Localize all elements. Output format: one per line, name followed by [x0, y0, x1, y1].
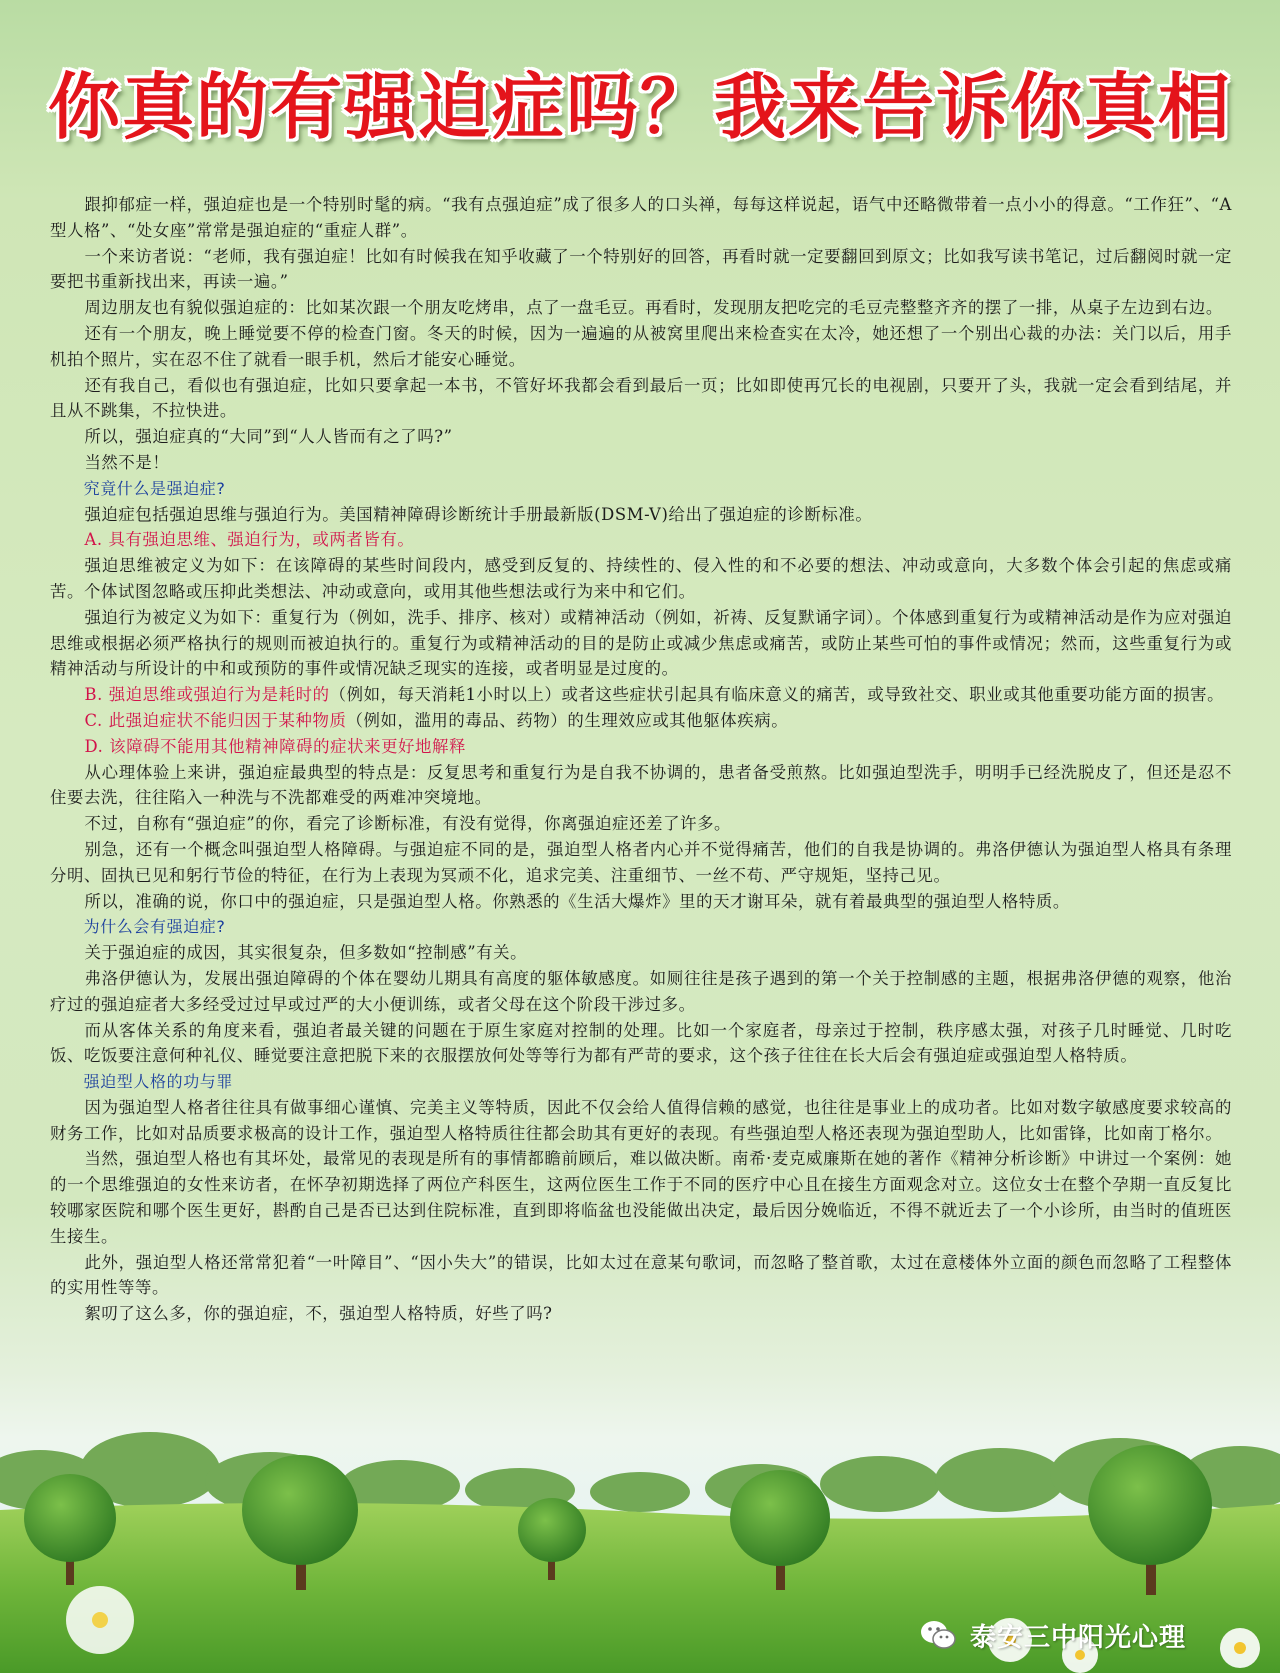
paragraph: 此外，强迫型人格还常常犯着“一叶障目”、“因小失大”的错误，比如太过在意某句歌词，而忽略了整首歌，太过在意楼体外立面的颜色而忽略了工程整体的实用性等等。 — [50, 1252, 1232, 1298]
article-body — [50, 192, 1232, 1327]
criterion-b-paragraph — [50, 682, 1232, 708]
paragraph: 周边朋友也有貌似强迫症的：比如某次跟一个朋友吃烤串，点了一盘毛豆。再看时，发现朋友把吃完的毛豆壳整整齐齐的摆了一排，从桌子左边到右边。 — [84, 298, 1223, 318]
section-heading: 为什么会有强迫症? — [83, 917, 226, 937]
paragraph: 还有我自己，看似也有强迫症，比如只要拿起一本书，不管好坏我都会看到最后一页；比如即使再冗长的电视剧，只要开了头，我就一定会看到结尾，并且从不跳集，不拉快进。 — [50, 375, 1232, 421]
paragraph: 强迫思维被定义为如下：在该障碍的某些时间段内，感受到反复的、持续性的、侵入性的和不必要的想法、冲动或意向，大多数个体会引起的焦虑或痛苦。个体试图忽略或压抑此类想法、冲动或意向，或用其他些想法或行为来中和它们。 — [50, 556, 1232, 601]
section-heading: 究竟什么是强迫症? — [83, 478, 226, 498]
paragraph: 而从客体关系的角度来看，强迫者最关键的问题在于原生家庭对控制的处理。比如一个家庭者，母亲过于控制，秩序感太强，对孩子几时睡觉、几时吃饭、吃饭要注意何种礼仪、睡觉要注意把脱下来的衣服摆放何处等等行为都有严苛的要求，这个孩子往往在长大后会有强迫症或强迫型人格特质。 — [50, 1020, 1232, 1066]
paragraph: 强迫症包括强迫思维与强迫行为。美国精神障碍诊断统计手册最新版(DSM-V)给出了强迫症的诊断标准。 — [84, 504, 873, 524]
paragraph: 关于强迫症的成因，其实很复杂，但多数如“控制感”有关。 — [84, 943, 528, 963]
paragraph: 所以，强迫症真的“大同”到“人人皆而有之了吗?” — [84, 427, 453, 447]
criterion-d: D. 该障碍不能用其他精神障碍的症状来更好地解释 — [84, 736, 467, 756]
criterion-c: C. 此强迫症状不能归因于某种物质 — [84, 710, 347, 730]
paragraph: 弗洛伊德认为，发展出强迫障碍的个体在婴幼儿期具有高度的躯体敏感度。如厕往往是孩子遇到的第一个关于控制感的主题，根据弗洛伊德的观察，他治疗过的强迫症者大多经受过过早或过严的大小便训练，或者父母在这个阶段干涉过多。 — [50, 968, 1232, 1014]
paragraph: 还有一个朋友，晚上睡觉要不停的检查门窗。冬天的时候，因为一遍遍的从被窝里爬出来检查实在太冷，她还想了一个别出心裁的办法：关门以后，用手机拍个照片，实在忍不住了就看一眼手机，然后才能安心睡觉。 — [50, 323, 1232, 369]
wechat-icon — [918, 1615, 958, 1655]
paragraph: 不过，自称有“强迫症”的你，看完了诊断标准，有没有觉得，你离强迫症还差了许多。 — [84, 814, 732, 834]
paragraph: 絮叨了这么多，你的强迫症，不，强迫型人格特质，好些了吗? — [84, 1304, 553, 1324]
paragraph: 从心理体验上来讲，强迫症最典型的特点是：反复思考和重复行为是自我不协调的，患者备受煎熬。比如强迫型洗手，明明手已经洗脱皮了，但还是忍不住要去洗，往往陷入一种洗与不洗都难受的两难冲突境地。 — [50, 762, 1232, 808]
poster-title: 你真的有强迫症吗？我来告诉你真相 — [47, 65, 1232, 149]
paragraph: 当然不是！ — [84, 452, 170, 472]
paragraph: 一个来访者说：“老师，我有强迫症！比如有时候我在知乎收藏了一个特别好的回答，再看时就一定要翻回到原文；比如我写读书笔记，过后翻阅时就一定要把书重新找出来，再读一遍。” — [50, 246, 1232, 292]
criterion-b-detail: （例如，每天消耗1小时以上）或者这些症状引起具有临床意义的痛苦，或导致社交、职业或其他重要功能方面的损害。 — [329, 685, 1225, 705]
criterion-a: A. 具有强迫思维、强迫行为，或两者皆有。 — [84, 530, 415, 550]
footer-logo — [918, 1613, 1258, 1657]
paragraph: 别急，还有一个概念叫强迫型人格障碍。与强迫症不同的是，强迫型人格者内心并不觉得痛苦，他们的自我是协调的。弗洛伊德认为强迫型人格具有条理分明、固执已见和躬行节俭的特征，在行为上表现为冥顽不化，追求完美、注重细节、一丝不苟、严守规矩，坚持己见。 — [50, 839, 1232, 885]
paragraph: 因为强迫型人格者往往具有做事细心谨慎、完美主义等特质，因此不仅会给人值得信赖的感觉，也往往是事业上的成功者。比如对数字敏感度要求较高的财务工作，比如对品质要求极高的设计工作，强迫型人格特质往往都会助其有更好的表现。有些强迫型人格还表现为强迫型助人，比如雷锋，比如南丁格尔。 — [50, 1097, 1232, 1143]
paragraph: 所以，准确的说，你口中的强迫症，只是强迫型人格。你熟悉的《生活大爆炸》里的天才谢耳朵，就有着最典型的强迫型人格特质。 — [84, 891, 1070, 911]
criterion-c-paragraph — [50, 708, 1232, 734]
section-heading: 强迫型人格的功与罪 — [83, 1072, 233, 1092]
paragraph: 跟抑郁症一样，强迫症也是一个特别时髦的病。“我有点强迫症”成了很多人的口头禅，每每这样说起，语气中还略微带着一点小小的得意。“工作狂”、“A型人格”、“处女座”常常是强迫症的“重症人群”。 — [50, 195, 1232, 240]
criterion-b: B. 强迫思维或强迫行为是耗时的 — [84, 685, 330, 705]
criterion-c-detail: （例如，滥用的毒品、药物）的生理效应或其他躯体疾病。 — [346, 710, 789, 730]
paragraph: 强迫行为被定义为如下：重复行为（例如，洗手、排序、核对）或精神活动（例如，祈祷、反复默诵字词）。个体感到重复行为或精神活动是作为应对强迫思维或根据必须严格执行的规则而被迫执行的。重复行为或精神活动的目的是防止或减少焦虑或痛苦，或防止某些可怕的事件或情况；然而，这些重复行为或精神活动与所设计的中和或预防的事件或情况缺乏现实的连接，或者明显是过度的。 — [50, 607, 1232, 679]
account-name: 泰安三中阳光心理 — [970, 1622, 1187, 1653]
distant-treeline — [0, 1432, 1280, 1512]
paragraph: 当然，强迫型人格也有其坏处，最常见的表现是所有的事情都瞻前顾后，难以做决断。南希·麦克威廉斯在她的著作《精神分析诊断》中讲过一个案例：她的一个思维强迫的女性来访者，在怀孕初期选择了两位产科医生，这两位医生工作于不同的医疗中心且在接生方面观念对立。这位女士在整个孕期一直反复比较哪家医院和哪个医生更好，斟酌自己是否已达到住院标准，直到即将临盆也没能做出决定，最后因分娩临近，不得不就近去了一个小诊所，由当时的值班医生接生。 — [50, 1149, 1232, 1246]
